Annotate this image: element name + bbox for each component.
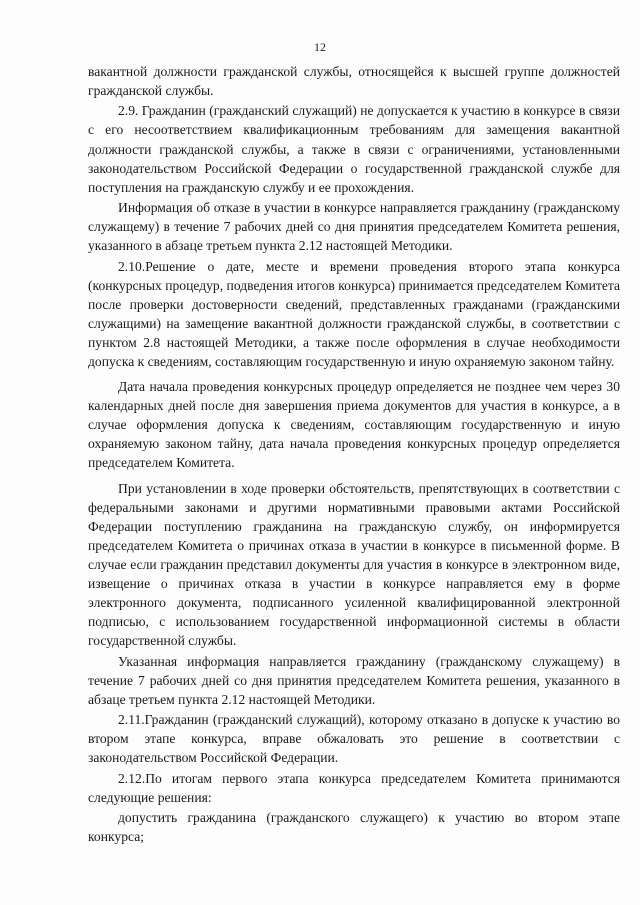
paragraph: Указанная информация направляется гражданину (гражданскому служащему) в течение 7 рабочих дней со дня принятия председателем Комитета решения, указанного в абзаце третьем пункта 2.12 настоящей Методики. xyxy=(88,653,620,707)
paragraph: Информация об отказе в участии в конкурсе направляется гражданину (гражданскому служащему) в течение 7 рабочих дней со дня принятия председателем Комитета решения, указанного в абзаце третьем пункта 2.12 настоящей Методики. xyxy=(88,200,620,254)
paragraph: вакантной должности гражданской службы, относящейся к высшей группе должностей гражданской службы. xyxy=(88,64,620,99)
paragraph: Дата начала проведения конкурсных процедур определяется не позднее чем через 30 календарных дней после дня завершения приема документов для участия в конкурсе, а в случае оформления допуска к сведениям, составляющим государственную и иную охраняемую законом тайну, дата начала проведения конкурсных процедур определяется председателем Комитета. xyxy=(88,379,620,471)
paragraph: 2.12.По итогам первого этапа конкурса председателем Комитета принимаются следующие решения: xyxy=(88,770,620,805)
paragraph: допустить гражданина (гражданского служащего) к участию во втором этапе конкурса; xyxy=(88,809,620,844)
paragraph: 2.10.Решение о дате, месте и времени проведения второго этапа конкурса (конкурсных процедур, подведения итогов конкурса) принимается председателем Комитета после проверки достоверности сведений, представленных гражданами (гражданскими служащими) на замещение вакантной должности гражданской службы, в соответствии с пунктом 2.8 настоящей Методики, а также после оформления в случае необходимости допуска к сведениям, составляющим государственную и иную охраняемую законом тайну. xyxy=(88,258,620,369)
paragraph: 2.11.Гражданин (гражданский служащий), которому отказано в допуске к участию во втором этапе конкурса, вправе обжаловать это решение в соответствии с законодательством Российской Федерации. xyxy=(88,712,620,766)
paragraph: При установлении в ходе проверки обстоятельств, препятствующих в соответствии с федеральными законами и другими нормативными правовыми актами Российской Федерации поступлению гражданина на гражданскую службу, он информируется председателем Комитета о причинах отказа в участии в конкурсе в письменной форме. В случае если гражданин представил документы для участия в конкурсе в электронном виде, извещение о причинах отказа в участии в конкурсе направляется ему в форме электронного документа, подписанного усиленной квалифицированной электронной подписью, с использованием государственной информационной системы в области государственной службы. xyxy=(88,480,620,649)
paragraph: 2.9. Гражданин (гражданский служащий) не допускается к участию в конкурсе в связи с его несоответствием квалификационным требованиям для замещения вакантной должности гражданской службы, а также в связи с ограничениями, установленными законодательством Российской Федерации о государственной гражданской службе для поступления на гражданскую службу и ее прохождения. xyxy=(88,103,620,195)
page-number: 12 xyxy=(314,40,326,54)
document-body xyxy=(88,62,620,847)
